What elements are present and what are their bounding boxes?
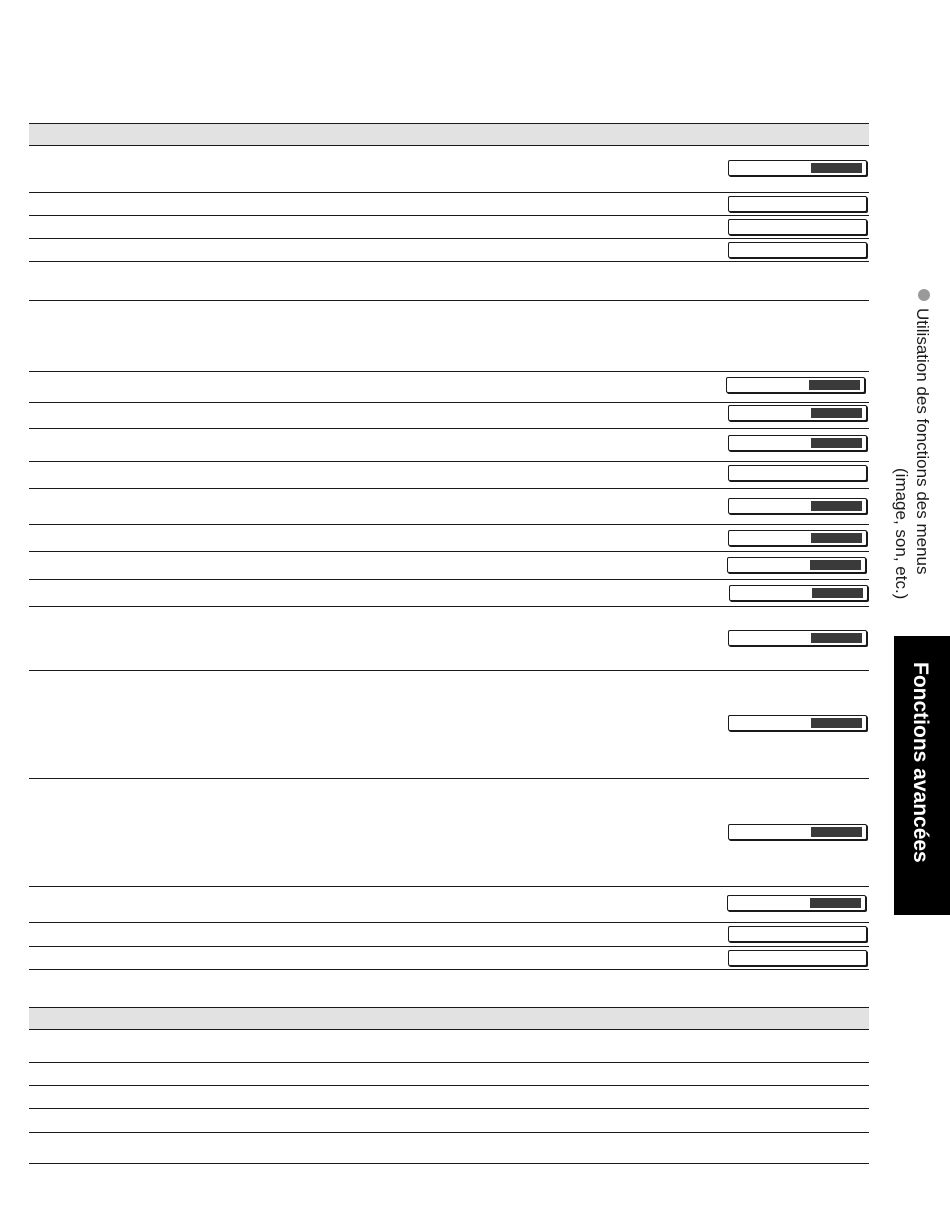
level-fill xyxy=(810,898,861,908)
level-indicator xyxy=(728,242,867,258)
table2-row-divider xyxy=(29,1132,869,1133)
level-fill xyxy=(811,718,862,728)
level-fill xyxy=(811,501,862,511)
level-indicator xyxy=(728,824,867,840)
level-fill xyxy=(811,438,862,448)
table1-row-divider xyxy=(29,215,869,216)
table1-header-band xyxy=(29,123,869,146)
table1-row-divider xyxy=(29,238,869,239)
circle-bullet-icon xyxy=(918,289,930,301)
level-indicator xyxy=(727,895,866,911)
level-indicator xyxy=(728,405,867,421)
level-fill xyxy=(811,408,862,418)
section-title-line1: Utilisation des fonctions des menus xyxy=(913,308,932,575)
level-indicator xyxy=(728,630,867,646)
level-fill xyxy=(811,533,862,543)
table1-row-divider xyxy=(29,606,869,607)
table2-row-divider xyxy=(29,1062,869,1063)
level-indicator xyxy=(728,926,867,942)
table2-header-band xyxy=(29,1007,869,1030)
level-indicator xyxy=(728,498,867,514)
table1-row-divider xyxy=(29,192,869,193)
table1-row-divider xyxy=(29,946,869,947)
level-indicator xyxy=(727,557,866,573)
level-fill xyxy=(811,827,862,837)
level-indicator xyxy=(728,465,867,481)
level-indicator xyxy=(728,950,867,966)
level-indicator xyxy=(728,715,867,731)
table1-row-divider xyxy=(29,551,869,552)
table1-row-divider xyxy=(29,428,869,429)
level-indicator xyxy=(728,435,867,451)
table1-row-divider xyxy=(29,461,869,462)
table1-row-divider xyxy=(29,261,869,262)
table1-row-divider xyxy=(29,300,869,301)
level-fill xyxy=(810,560,861,570)
level-indicator xyxy=(728,160,867,176)
level-indicator xyxy=(728,219,867,235)
table1-row-divider xyxy=(29,371,869,372)
level-fill xyxy=(811,633,862,643)
section-title-line2: (image, son, etc.) xyxy=(892,468,911,600)
table1-row-divider xyxy=(29,969,869,970)
table2-row-divider xyxy=(29,1085,869,1086)
table1-row-divider xyxy=(29,778,869,779)
table2-row-divider xyxy=(29,1163,869,1164)
table1-row-divider xyxy=(29,922,869,923)
table1-row-divider xyxy=(29,488,869,489)
table2-row-divider xyxy=(29,1108,869,1109)
level-indicator xyxy=(728,196,867,212)
level-fill xyxy=(809,380,860,390)
level-indicator xyxy=(729,585,868,601)
table1-row-divider xyxy=(29,670,869,671)
table1-row-divider xyxy=(29,524,869,525)
chapter-tab-label: Fonctions avancées xyxy=(909,662,932,863)
table1-row-divider xyxy=(29,886,869,887)
level-fill xyxy=(811,163,862,173)
level-indicator xyxy=(726,377,865,393)
level-fill xyxy=(812,588,863,598)
table1-row-divider xyxy=(29,402,869,403)
level-indicator xyxy=(728,530,867,546)
table1-row-divider xyxy=(29,579,869,580)
